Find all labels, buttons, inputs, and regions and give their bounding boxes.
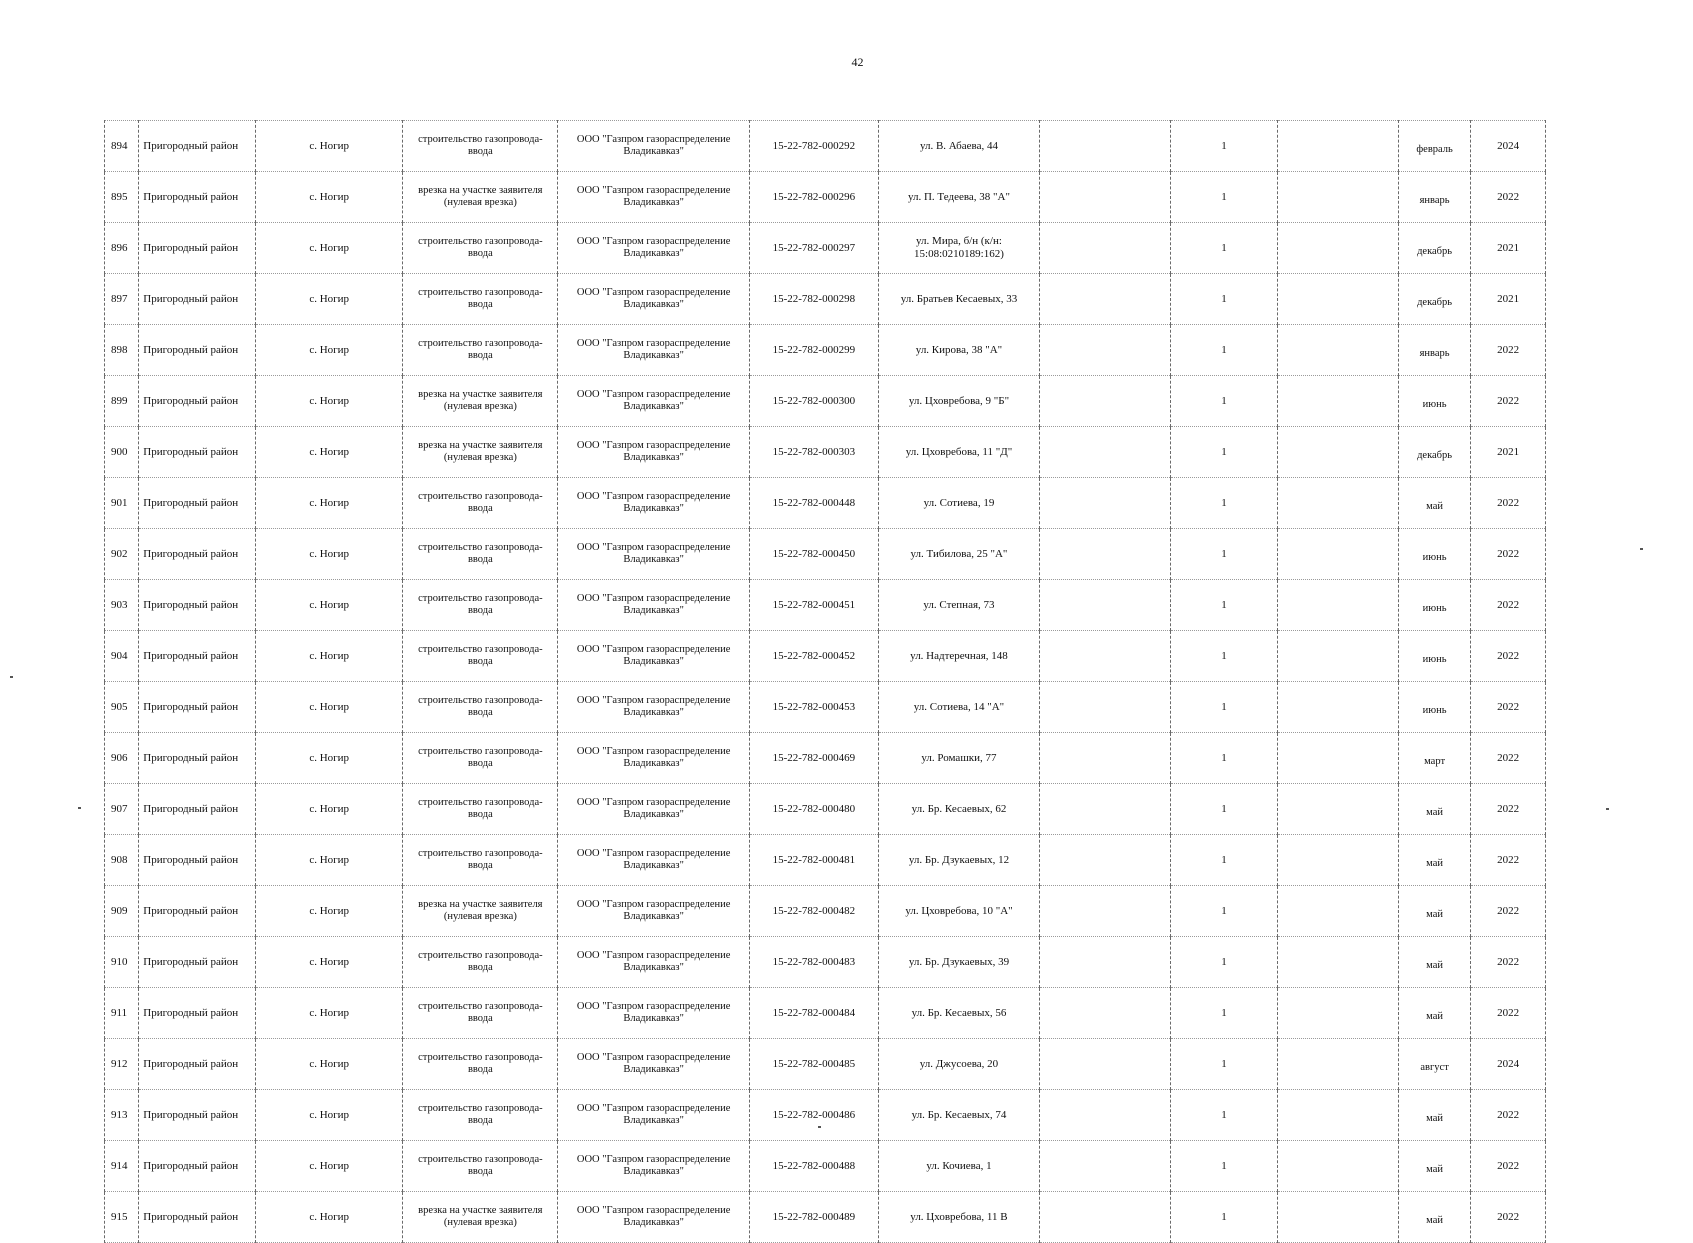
cell-district: Пригородный район [139,988,256,1039]
cell-year: 2022 [1471,1192,1546,1243]
cell-locality: с. Ногир [256,427,403,478]
cell-year: 2022 [1471,478,1546,529]
table-row [105,376,1546,427]
cell-organization: ООО "Газпром газораспределение Владикавказ" [558,835,749,886]
cell-district: Пригородный район [139,121,256,172]
cell-locality: с. Ногир [256,274,403,325]
cell-empty [1040,274,1171,325]
cell-organization: ООО "Газпром газораспределение Владикавказ" [558,325,749,376]
cell-year: 2022 [1471,682,1546,733]
cell-application-code: 15-22-782-000299 [749,325,878,376]
cell-address: ул. Мира, б/н (к/н: 15:08:0210189:162) [878,223,1039,274]
cell-empty [1040,580,1171,631]
cell-work-type: строительство газопровода-ввода [403,1090,558,1141]
cell-empty [1277,478,1398,529]
cell-month: июнь [1398,376,1471,427]
cell-row-number: 912 [105,1039,139,1090]
cell-organization: ООО "Газпром газораспределение Владикавказ" [558,478,749,529]
cell-month: август [1398,1039,1471,1090]
cell-application-code: 15-22-782-000484 [749,988,878,1039]
cell-district: Пригородный район [139,529,256,580]
scan-speck [78,807,81,809]
cell-year: 2022 [1471,580,1546,631]
cell-month: май [1398,784,1471,835]
cell-quantity: 1 [1171,988,1278,1039]
cell-empty [1277,631,1398,682]
cell-row-number: 895 [105,172,139,223]
cell-year: 2022 [1471,886,1546,937]
table-row [105,274,1546,325]
cell-row-number: 914 [105,1141,139,1192]
cell-application-code: 15-22-782-000485 [749,1039,878,1090]
cell-year: 2022 [1471,835,1546,886]
cell-year: 2022 [1471,325,1546,376]
cell-work-type: строительство газопровода-ввода [403,223,558,274]
cell-quantity: 1 [1171,325,1278,376]
cell-empty [1040,376,1171,427]
cell-empty [1277,1192,1398,1243]
cell-application-code: 15-22-782-000292 [749,121,878,172]
cell-empty [1277,580,1398,631]
cell-month: июнь [1398,682,1471,733]
cell-district: Пригородный район [139,1090,256,1141]
scan-speck [818,1126,821,1128]
cell-organization: ООО "Газпром газораспределение Владикавказ" [558,733,749,784]
cell-work-type: строительство газопровода-ввода [403,937,558,988]
cell-year: 2021 [1471,427,1546,478]
cell-application-code: 15-22-782-000453 [749,682,878,733]
cell-work-type: врезка на участке заявителя (нулевая врезка) [403,376,558,427]
cell-empty [1277,325,1398,376]
cell-empty [1040,172,1171,223]
cell-locality: с. Ногир [256,988,403,1039]
cell-locality: с. Ногир [256,937,403,988]
cell-row-number: 910 [105,937,139,988]
cell-organization: ООО "Газпром газораспределение Владикавказ" [558,886,749,937]
cell-row-number: 915 [105,1192,139,1243]
cell-month: май [1398,937,1471,988]
cell-quantity: 1 [1171,427,1278,478]
cell-application-code: 15-22-782-000451 [749,580,878,631]
cell-address: ул. Бр. Дзукаевых, 39 [878,937,1039,988]
cell-empty [1277,733,1398,784]
cell-application-code: 15-22-782-000452 [749,631,878,682]
cell-organization: ООО "Газпром газораспределение Владикавказ" [558,376,749,427]
cell-row-number: 901 [105,478,139,529]
cell-row-number: 908 [105,835,139,886]
cell-month: май [1398,1141,1471,1192]
cell-organization: ООО "Газпром газораспределение Владикавказ" [558,784,749,835]
cell-address: ул. Джусоева, 20 [878,1039,1039,1090]
cell-address: ул. Сотиева, 14 "А" [878,682,1039,733]
cell-quantity: 1 [1171,784,1278,835]
cell-month: февраль [1398,121,1471,172]
cell-address: ул. Надтеречная, 148 [878,631,1039,682]
cell-work-type: врезка на участке заявителя (нулевая врезка) [403,427,558,478]
cell-empty [1040,1141,1171,1192]
cell-organization: ООО "Газпром газораспределение Владикавказ" [558,682,749,733]
cell-work-type: строительство газопровода-ввода [403,784,558,835]
cell-month: июнь [1398,529,1471,580]
cell-application-code: 15-22-782-000480 [749,784,878,835]
cell-application-code: 15-22-782-000296 [749,172,878,223]
cell-row-number: 903 [105,580,139,631]
table-row [105,733,1546,784]
cell-locality: с. Ногир [256,733,403,784]
cell-locality: с. Ногир [256,121,403,172]
cell-work-type: врезка на участке заявителя (нулевая врезка) [403,1192,558,1243]
cell-address: ул. Цховребова, 10 "А" [878,886,1039,937]
cell-year: 2022 [1471,937,1546,988]
cell-district: Пригородный район [139,172,256,223]
cell-address: ул. П. Тедеева, 38 "А" [878,172,1039,223]
cell-month: декабрь [1398,427,1471,478]
cell-locality: с. Ногир [256,172,403,223]
cell-row-number: 900 [105,427,139,478]
cell-row-number: 897 [105,274,139,325]
cell-year: 2022 [1471,1141,1546,1192]
cell-district: Пригородный район [139,478,256,529]
cell-empty [1277,1090,1398,1141]
cell-locality: с. Ногир [256,1141,403,1192]
gas-connection-table [104,120,1546,1243]
cell-locality: с. Ногир [256,223,403,274]
table-row [105,1141,1546,1192]
cell-empty [1040,223,1171,274]
table-row [105,1192,1546,1243]
page-number: 42 [851,55,864,69]
table-row [105,172,1546,223]
cell-month: май [1398,1090,1471,1141]
table-row [105,835,1546,886]
cell-application-code: 15-22-782-000488 [749,1141,878,1192]
cell-row-number: 905 [105,682,139,733]
cell-empty [1277,886,1398,937]
cell-address: ул. Бр. Кесаевых, 56 [878,988,1039,1039]
cell-year: 2022 [1471,733,1546,784]
table-row [105,223,1546,274]
cell-organization: ООО "Газпром газораспределение Владикавказ" [558,937,749,988]
cell-year: 2024 [1471,1039,1546,1090]
cell-work-type: строительство газопровода-ввода [403,682,558,733]
cell-empty [1277,835,1398,886]
cell-empty [1040,682,1171,733]
cell-month: март [1398,733,1471,784]
cell-year: 2021 [1471,223,1546,274]
cell-year: 2021 [1471,274,1546,325]
cell-year: 2022 [1471,1090,1546,1141]
cell-empty [1277,274,1398,325]
cell-empty [1040,886,1171,937]
table-row [105,325,1546,376]
cell-address: ул. В. Абаева, 44 [878,121,1039,172]
cell-locality: с. Ногир [256,1039,403,1090]
cell-work-type: строительство газопровода-ввода [403,121,558,172]
cell-work-type: врезка на участке заявителя (нулевая врезка) [403,886,558,937]
cell-district: Пригородный район [139,325,256,376]
cell-quantity: 1 [1171,1090,1278,1141]
cell-organization: ООО "Газпром газораспределение Владикавказ" [558,121,749,172]
cell-month: январь [1398,325,1471,376]
cell-empty [1277,172,1398,223]
cell-quantity: 1 [1171,529,1278,580]
cell-quantity: 1 [1171,937,1278,988]
cell-work-type: строительство газопровода-ввода [403,1141,558,1192]
cell-district: Пригородный район [139,1192,256,1243]
cell-year: 2024 [1471,121,1546,172]
cell-empty [1277,682,1398,733]
cell-month: январь [1398,172,1471,223]
cell-address: ул. Братьев Кесаевых, 33 [878,274,1039,325]
cell-district: Пригородный район [139,1141,256,1192]
cell-organization: ООО "Газпром газораспределение Владикавказ" [558,529,749,580]
cell-application-code: 15-22-782-000450 [749,529,878,580]
cell-work-type: строительство газопровода-ввода [403,274,558,325]
cell-empty [1040,1192,1171,1243]
cell-quantity: 1 [1171,835,1278,886]
scan-speck [10,676,13,678]
cell-quantity: 1 [1171,1192,1278,1243]
cell-row-number: 907 [105,784,139,835]
cell-address: ул. Бр. Кесаевых, 62 [878,784,1039,835]
cell-quantity: 1 [1171,223,1278,274]
cell-locality: с. Ногир [256,784,403,835]
cell-address: ул. Ромашки, 77 [878,733,1039,784]
cell-empty [1277,1039,1398,1090]
cell-empty [1277,784,1398,835]
cell-district: Пригородный район [139,223,256,274]
cell-application-code: 15-22-782-000300 [749,376,878,427]
cell-empty [1040,733,1171,784]
cell-work-type: строительство газопровода-ввода [403,478,558,529]
cell-district: Пригородный район [139,733,256,784]
cell-district: Пригородный район [139,835,256,886]
cell-application-code: 15-22-782-000448 [749,478,878,529]
cell-month: декабрь [1398,274,1471,325]
cell-work-type: строительство газопровода-ввода [403,733,558,784]
scan-speck [1606,808,1609,810]
cell-quantity: 1 [1171,631,1278,682]
cell-application-code: 15-22-782-000297 [749,223,878,274]
cell-row-number: 902 [105,529,139,580]
cell-quantity: 1 [1171,1039,1278,1090]
cell-empty [1277,988,1398,1039]
cell-empty [1277,529,1398,580]
cell-row-number: 896 [105,223,139,274]
cell-quantity: 1 [1171,376,1278,427]
table-row [105,631,1546,682]
cell-address: ул. Тибилова, 25 "А" [878,529,1039,580]
cell-locality: с. Ногир [256,580,403,631]
cell-district: Пригородный район [139,427,256,478]
table-row [105,580,1546,631]
cell-row-number: 913 [105,1090,139,1141]
cell-row-number: 906 [105,733,139,784]
cell-empty [1040,784,1171,835]
cell-row-number: 909 [105,886,139,937]
cell-empty [1040,1039,1171,1090]
cell-row-number: 898 [105,325,139,376]
cell-year: 2022 [1471,376,1546,427]
cell-address: ул. Цховребова, 11 В [878,1192,1039,1243]
cell-district: Пригородный район [139,580,256,631]
cell-quantity: 1 [1171,478,1278,529]
cell-empty [1040,121,1171,172]
table-row [105,886,1546,937]
cell-locality: с. Ногир [256,1090,403,1141]
cell-empty [1040,529,1171,580]
cell-organization: ООО "Газпром газораспределение Владикавказ" [558,1141,749,1192]
cell-year: 2022 [1471,988,1546,1039]
cell-application-code: 15-22-782-000469 [749,733,878,784]
cell-quantity: 1 [1171,172,1278,223]
cell-month: июнь [1398,631,1471,682]
cell-district: Пригородный район [139,631,256,682]
cell-month: май [1398,1192,1471,1243]
table-row [105,784,1546,835]
cell-quantity: 1 [1171,886,1278,937]
cell-locality: с. Ногир [256,529,403,580]
cell-locality: с. Ногир [256,631,403,682]
cell-district: Пригородный район [139,886,256,937]
cell-organization: ООО "Газпром газораспределение Владикавказ" [558,1192,749,1243]
table-row [105,937,1546,988]
cell-quantity: 1 [1171,580,1278,631]
cell-month: декабрь [1398,223,1471,274]
cell-month: май [1398,988,1471,1039]
cell-work-type: строительство газопровода-ввода [403,1039,558,1090]
cell-address: ул. Сотиева, 19 [878,478,1039,529]
cell-application-code: 15-22-782-000486 [749,1090,878,1141]
cell-address: ул. Кочиева, 1 [878,1141,1039,1192]
cell-row-number: 894 [105,121,139,172]
cell-locality: с. Ногир [256,835,403,886]
cell-district: Пригородный район [139,937,256,988]
table-body [105,121,1546,1243]
cell-address: ул. Бр. Дзукаевых, 12 [878,835,1039,886]
cell-empty [1040,835,1171,886]
cell-month: май [1398,886,1471,937]
cell-empty [1040,427,1171,478]
cell-month: май [1398,478,1471,529]
cell-year: 2022 [1471,631,1546,682]
cell-organization: ООО "Газпром газораспределение Владикавказ" [558,427,749,478]
cell-district: Пригородный район [139,784,256,835]
cell-address: ул. Цховребова, 11 "Д" [878,427,1039,478]
table-row [105,121,1546,172]
cell-empty [1040,478,1171,529]
cell-locality: с. Ногир [256,478,403,529]
cell-empty [1040,988,1171,1039]
cell-empty [1277,223,1398,274]
cell-year: 2022 [1471,529,1546,580]
table-row [105,1090,1546,1141]
table-row [105,478,1546,529]
cell-district: Пригородный район [139,274,256,325]
cell-empty [1277,937,1398,988]
cell-row-number: 904 [105,631,139,682]
cell-address: ул. Кирова, 38 "А" [878,325,1039,376]
cell-organization: ООО "Газпром газораспределение Владикавказ" [558,580,749,631]
cell-address: ул. Степная, 73 [878,580,1039,631]
cell-work-type: строительство газопровода-ввода [403,988,558,1039]
scan-speck [1640,548,1643,550]
cell-work-type: строительство газопровода-ввода [403,580,558,631]
cell-application-code: 15-22-782-000303 [749,427,878,478]
table-row [105,1039,1546,1090]
cell-locality: с. Ногир [256,376,403,427]
cell-work-type: строительство газопровода-ввода [403,325,558,376]
cell-month: июнь [1398,580,1471,631]
cell-work-type: врезка на участке заявителя (нулевая врезка) [403,172,558,223]
cell-work-type: строительство газопровода-ввода [403,529,558,580]
cell-organization: ООО "Газпром газораспределение Владикавказ" [558,223,749,274]
cell-organization: ООО "Газпром газораспределение Владикавказ" [558,1039,749,1090]
cell-empty [1277,1141,1398,1192]
cell-quantity: 1 [1171,733,1278,784]
cell-organization: ООО "Газпром газораспределение Владикавказ" [558,988,749,1039]
cell-empty [1040,325,1171,376]
cell-address: ул. Бр. Кесаевых, 74 [878,1090,1039,1141]
cell-quantity: 1 [1171,121,1278,172]
cell-application-code: 15-22-782-000483 [749,937,878,988]
cell-application-code: 15-22-782-000298 [749,274,878,325]
cell-empty [1040,1090,1171,1141]
table-row [105,988,1546,1039]
cell-district: Пригородный район [139,1039,256,1090]
cell-organization: ООО "Газпром газораспределение Владикавказ" [558,172,749,223]
cell-empty [1277,376,1398,427]
cell-empty [1277,427,1398,478]
cell-empty [1040,937,1171,988]
cell-row-number: 899 [105,376,139,427]
cell-district: Пригородный район [139,682,256,733]
cell-quantity: 1 [1171,274,1278,325]
cell-work-type: строительство газопровода-ввода [403,835,558,886]
cell-locality: с. Ногир [256,325,403,376]
cell-empty [1277,121,1398,172]
cell-organization: ООО "Газпром газораспределение Владикавказ" [558,631,749,682]
cell-year: 2022 [1471,172,1546,223]
cell-application-code: 15-22-782-000482 [749,886,878,937]
table-row [105,529,1546,580]
cell-application-code: 15-22-782-000481 [749,835,878,886]
cell-quantity: 1 [1171,1141,1278,1192]
cell-application-code: 15-22-782-000489 [749,1192,878,1243]
cell-month: май [1398,835,1471,886]
cell-organization: ООО "Газпром газораспределение Владикавказ" [558,1090,749,1141]
table-row [105,682,1546,733]
cell-locality: с. Ногир [256,682,403,733]
cell-address: ул. Цховребова, 9 "Б" [878,376,1039,427]
cell-locality: с. Ногир [256,886,403,937]
cell-quantity: 1 [1171,682,1278,733]
cell-work-type: строительство газопровода-ввода [403,631,558,682]
cell-organization: ООО "Газпром газораспределение Владикавказ" [558,274,749,325]
cell-district: Пригородный район [139,376,256,427]
cell-empty [1040,631,1171,682]
cell-year: 2022 [1471,784,1546,835]
cell-row-number: 911 [105,988,139,1039]
cell-locality: с. Ногир [256,1192,403,1243]
table-row [105,427,1546,478]
